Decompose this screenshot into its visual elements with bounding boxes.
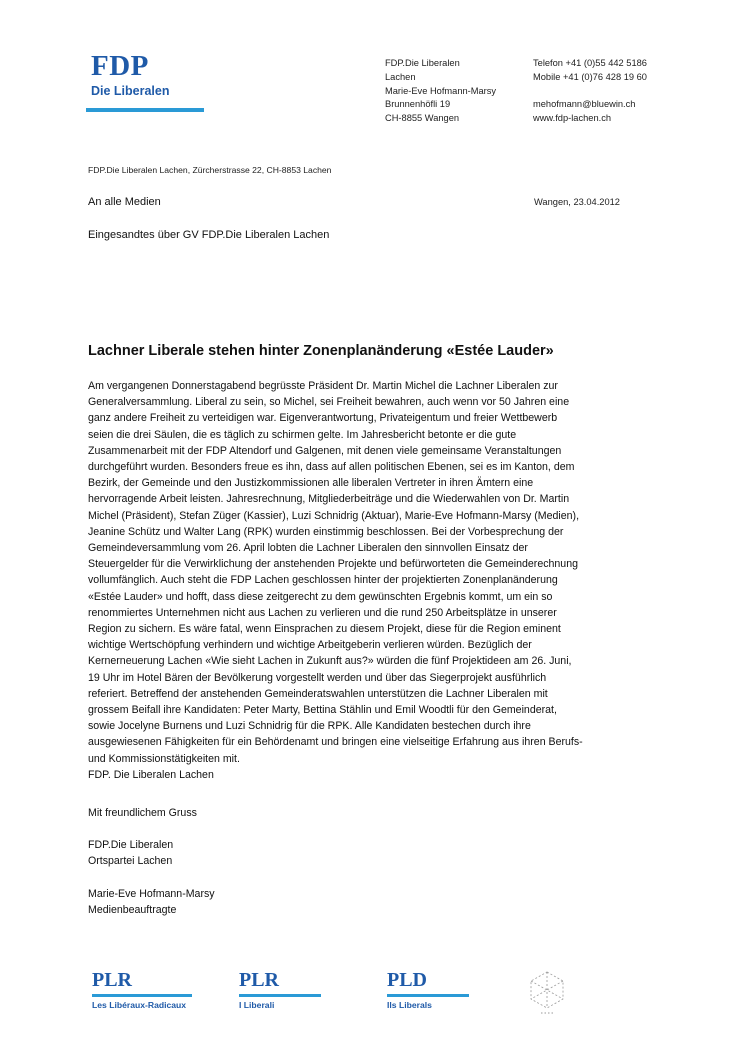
letter-subject: Eingesandtes über GV FDP.Die Liberalen Lachen: [88, 229, 330, 241]
footer-logo-subtitle: Les Libéraux-Radicaux: [92, 1000, 187, 1010]
closing-org-line1: FDP.Die Liberalen: [88, 839, 174, 852]
address-line: Brunnenhöfli 19: [385, 99, 451, 110]
footer-logo-bar: [239, 994, 321, 997]
closing-name: Marie-Eve Hofmann-Marsy: [88, 887, 215, 900]
footer-logo-bar: [387, 994, 469, 997]
footer-logo-title: PLD: [387, 969, 427, 991]
sender-return-line: FDP.Die Liberalen Lachen, Zürcherstrasse 22, CH-8853 Lachen: [88, 165, 332, 175]
closing-block: [88, 805, 215, 918]
body-line: vollumfänglich. Auch steht die FDP Lachen geschlossen hinter der projektierten Zonenplanänderung: [88, 574, 558, 587]
address-line: FDP.Die Liberalen: [385, 58, 460, 68]
body-line: «Estée Lauder» und hofft, dass diese zeitgerecht zu dem gewünschten Ergebnis kommt, um ein so: [88, 590, 553, 603]
footer-logo-bar: [92, 994, 192, 997]
contact-email: mehofmann@bluewin.ch: [533, 99, 636, 110]
emblem-icon: [527, 969, 567, 1015]
body-line: Jeanine Schütz und Walter Lang (RPK) wurden einstimmig beschlossen. Bei der Vorbesprechung der: [88, 525, 564, 538]
body-line: und Kommissionstätigkeiten mit.: [88, 752, 240, 765]
address-line: CH-8855 Wangen: [385, 113, 460, 124]
footer-logo-subtitle: I Liberali: [239, 1000, 275, 1010]
address-line: Lachen: [385, 71, 416, 82]
body-line: Zusammenarbeit mit der FDP Altendorf und Galgenen, mit denen viele gemeinsame Veranstaltungen: [88, 444, 562, 457]
body-line: Michel (Präsident), Stefan Züger (Kassier), Luzi Schnidrig (Aktuar), Marie-Eve Hofmann-Marsy (Medien),: [88, 509, 580, 522]
fdp-logo-subtitle: Die Liberalen: [91, 84, 170, 98]
closing-greeting: Mit freundlichem Gruss: [88, 807, 197, 819]
contact-phone: Telefon +41 (0)55 442 5186: [533, 58, 647, 68]
body-line: seien die drei Säulen, die es täglich zu schirmen gelte. Im Jahresbericht betonte er die gute: [88, 428, 517, 441]
body-line: Region zu sichern. Es wäre fatal, wenn Einsprachen zu diesem Projekt, diese für die Region eminent: [88, 623, 561, 636]
address-line: Marie-Eve Hofmann-Marsy: [385, 85, 497, 96]
fdp-logo-title: FDP: [91, 50, 149, 82]
body-line: Bezirk, der Gemeinde und den Justizkommissionen alle liberalen Vertreter in ihren Ämtern eine: [88, 477, 534, 490]
body-text: [88, 378, 668, 783]
body-line: Gemeindeversammlung vom 26. April lobten die Lachner Liberalen den sinnvollen Einsatz der: [88, 542, 528, 555]
body-line: sowie Jocelyne Burnens und Luzi Schnidrig für die RPK. Alle Kandidaten bestechen durch ihre: [88, 720, 531, 733]
footer-logo-plr-fr: [92, 970, 192, 1010]
body-line: referiert. Betreffend der anstehenden Gemeinderatswahlen unterstützen die Lachner Liberalen mit: [88, 687, 548, 700]
closing-org-line2: Ortspartei Lachen: [88, 855, 173, 868]
contact-block: [533, 57, 647, 126]
body-line: FDP. Die Liberalen Lachen: [88, 768, 214, 781]
footer-logo-plr-it: [239, 970, 321, 1010]
recipient: An alle Medien: [88, 196, 161, 208]
body-line: 19 Uhr im Hotel Bären der Bevölkerung vorgestellt werden und über das Siegerprojekt ausführlich: [88, 671, 547, 684]
contact-mobile: Mobile +41 (0)76 428 19 60: [533, 71, 647, 82]
contact-spacer: [533, 85, 647, 99]
body-line: ausgewiesenen Fähigkeiten für ein Behördenamt und bringen eine vielseitige Erfahrung aus ihren Berufs-: [88, 736, 583, 749]
body-line: renommiertes Unternehmen nicht aus Lachen zu verlieren und die rund 250 Arbeitsplätze in unserer: [88, 606, 557, 619]
letter-date: Wangen, 23.04.2012: [534, 197, 620, 207]
footer-logo-subtitle: Ils Liberals: [387, 1000, 432, 1010]
body-line: hervorragende Arbeit leisten. Jahresrechnung, Mitgliederbeiträge und die Wiederwahlen von Dr. Martin: [88, 493, 570, 506]
footer-logo-title: PLR: [92, 969, 132, 991]
sender-address-block: [385, 57, 496, 126]
body-line: ganz andere Freiheit zu verteidigen war. Eigenverantwortung, Privateigentum und freier Wettbewerb: [88, 412, 558, 425]
headline: Lachner Liberale stehen hinter Zonenplanänderung «Estée Lauder»: [88, 343, 554, 359]
body-line: Steuergelder für die Verwirklichung der anstehenden Projekte und befürworteten die Gemeinderechnung: [88, 558, 578, 571]
body-line: Kernerneuerung Lachen «Wie sieht Lachen in Zukunft aus?» würden die fünf Projektideen am 26. Juni,: [88, 655, 572, 668]
footer-logo-pld: [387, 970, 469, 1010]
footer-logo-title: PLR: [239, 969, 279, 991]
closing-role: Medienbeauftragte: [88, 903, 177, 916]
body-line: grossem Beifall ihre Kandidaten: Peter Marty, Bettina Stählin und Emil Woodtli für den Gemeinderat,: [88, 704, 557, 717]
body-line: wichtige Wertschöpfung verhindern und wichtige Arbeitgeberin verlieren würden. Bezüglich der: [88, 639, 532, 652]
contact-website: www.fdp-lachen.ch: [533, 113, 612, 124]
body-line: durchgeführt wurden. Besonders freue es ihn, dass auf allen politischen Ebenen, sei es im Kanton, dem: [88, 461, 575, 474]
body-line: Generalversammlung. Liberal zu sein, so Michel, sei Freiheit bewahren, auch wenn vor 50 Jahren eine: [88, 396, 570, 409]
body-line: Am vergangenen Donnerstagabend begrüsste Präsident Dr. Martin Michel die Lachner Liberalen zur: [88, 380, 558, 392]
logo-accent-bar: [86, 108, 204, 112]
